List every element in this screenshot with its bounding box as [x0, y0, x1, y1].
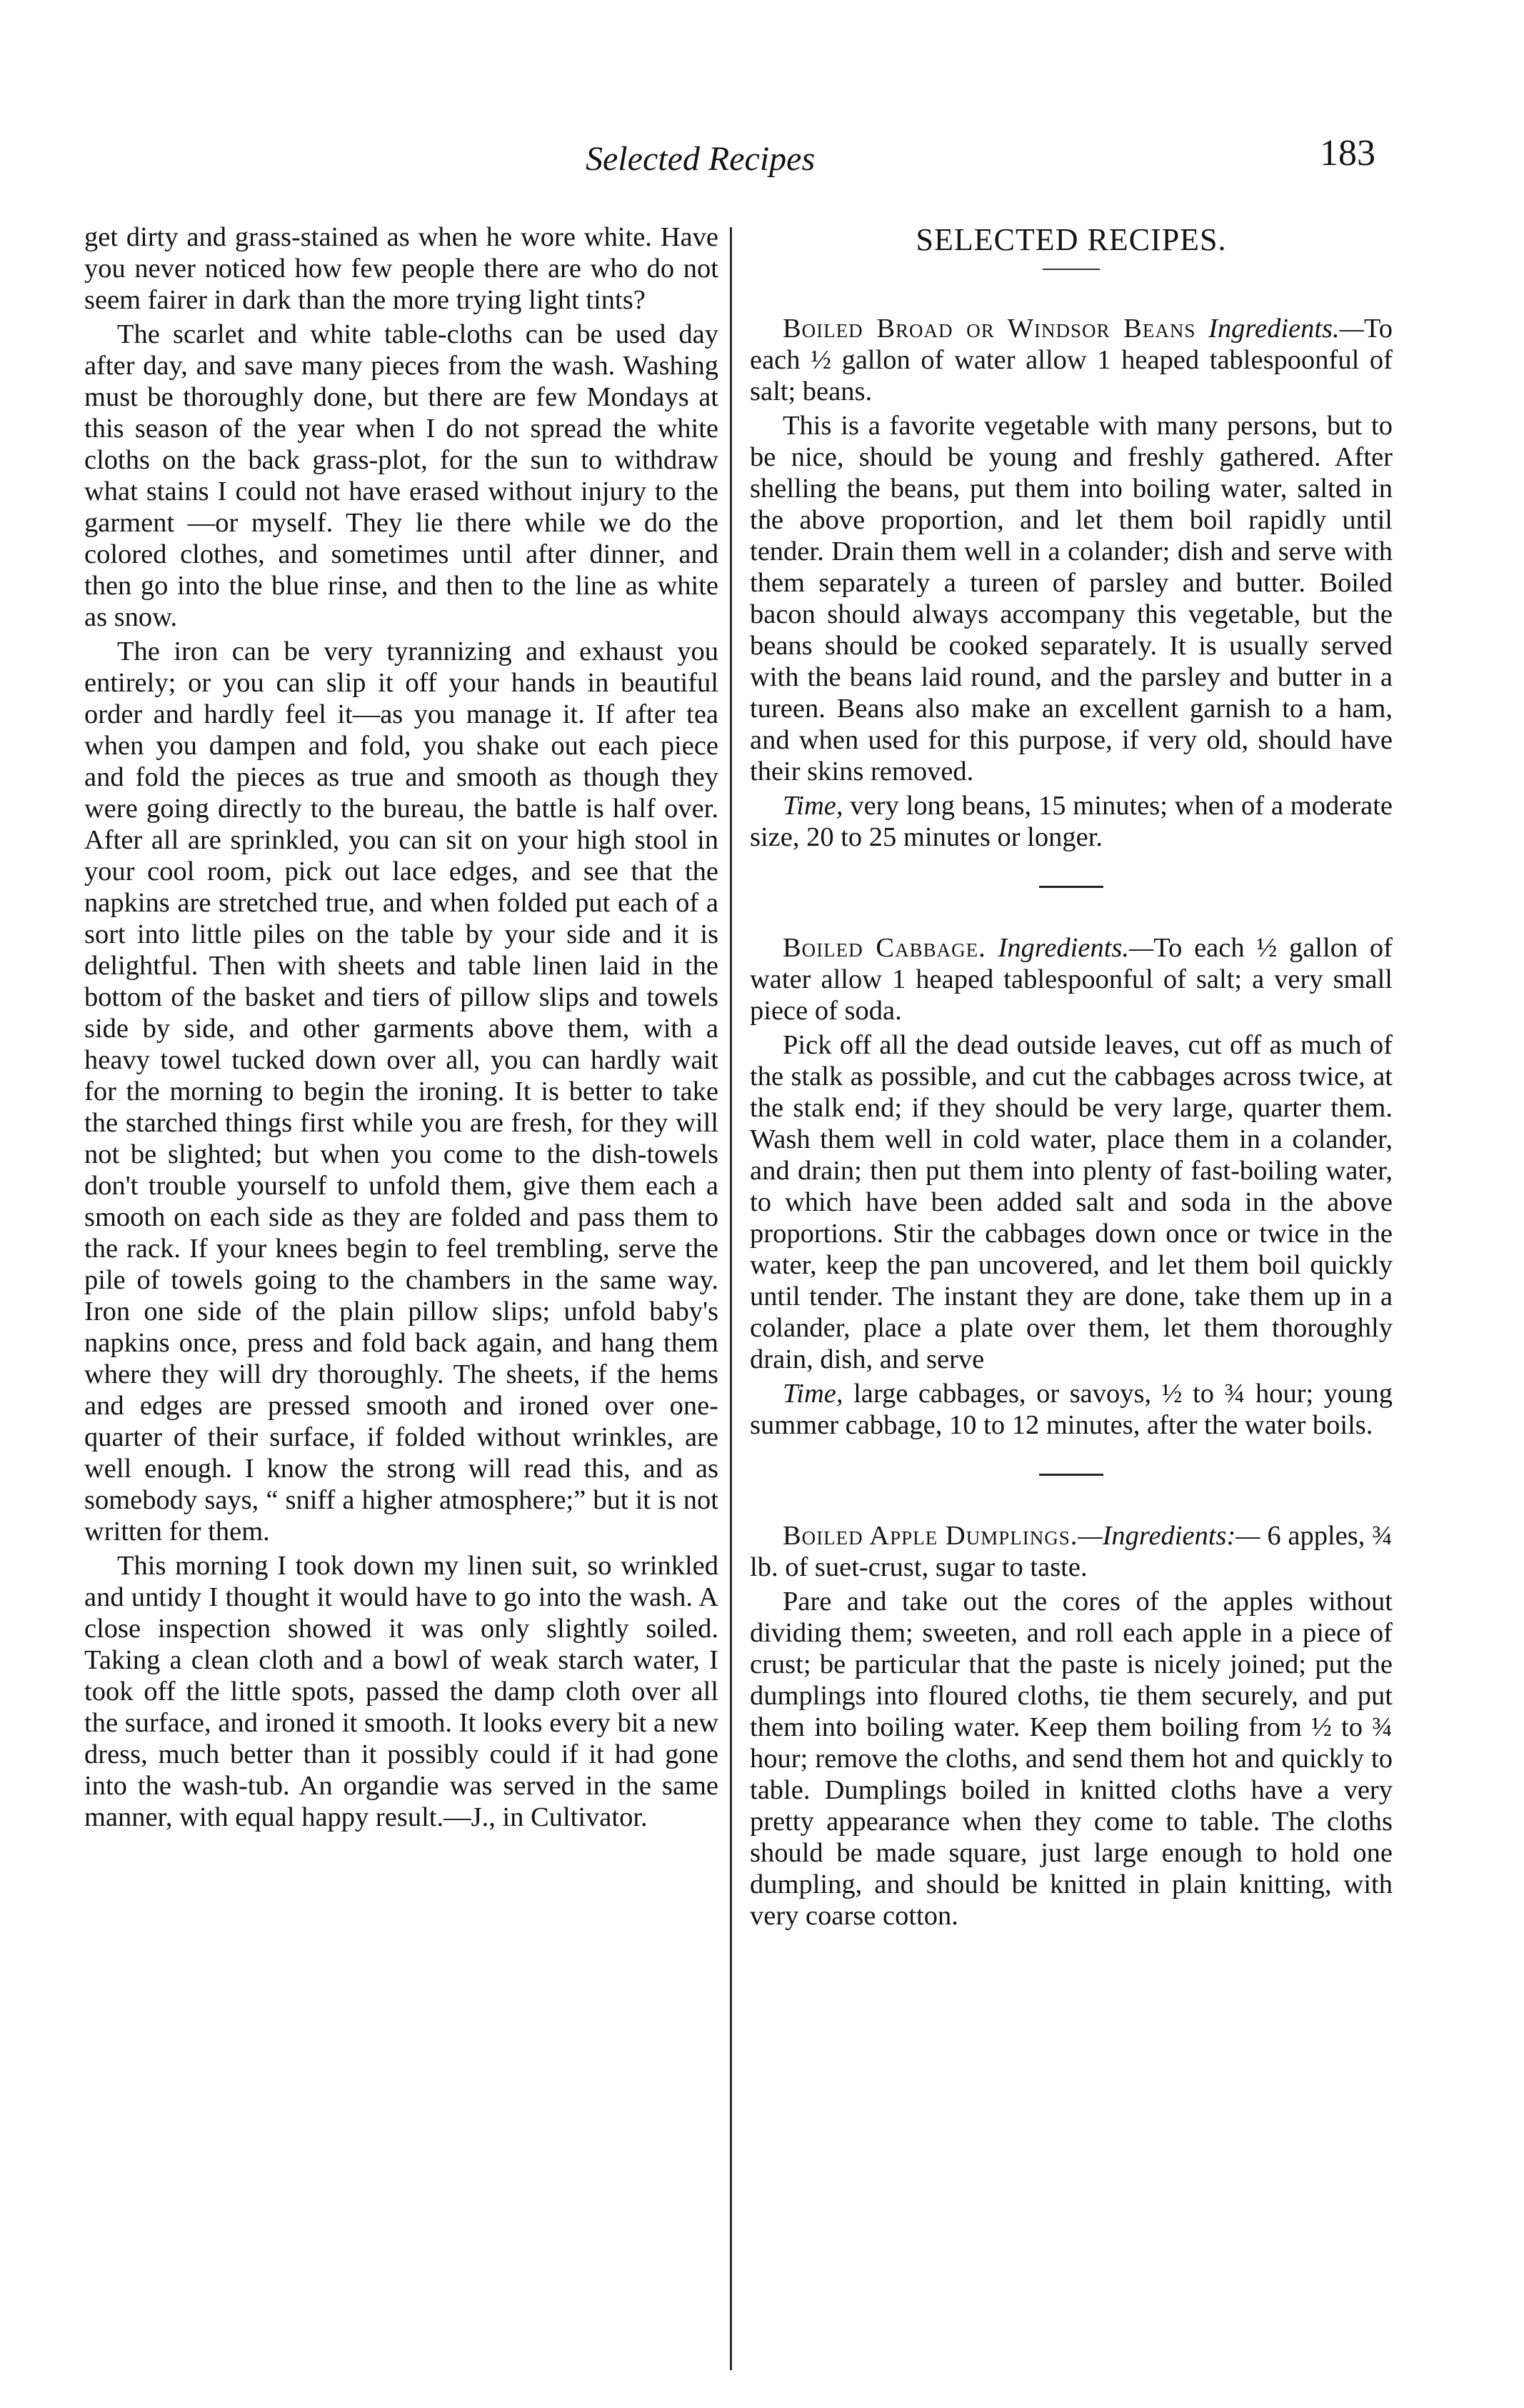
page-number: 183 [1320, 133, 1375, 174]
recipe-body: Pare and take out the cores of the apples without dividing them; sweeten, and roll each apple in a piece of crust; be particular that the paste is nicely joined; put the dumplings into floured cloths, tie them securely, and put them into boiling water. Keep them boiling from ½ to ¾ hour; remove the cloths, and send them hot and quickly to table. Dumplings boiled in knitted cloths have a very pretty appearance when they come to table. The cloths should be made square, just large enough to hold one dumpling, and should be knitted in plain knitting, with very coarse cotton. [750, 1587, 1393, 1931]
section-title: SELECTED RECIPES. [916, 222, 1227, 257]
time-label: Time, [783, 791, 843, 821]
recipe-heading [750, 932, 1393, 1026]
running-title: Selected Recipes [586, 140, 816, 178]
time-label: Time, [783, 1379, 843, 1409]
paragraph: get dirty and grass-stained as when he wore white. Have you never noticed how few people there are who do not seem fairer in dark than the more trying light tints? [84, 222, 718, 315]
column-divider [730, 227, 732, 2370]
right-column [750, 221, 1393, 1932]
ingredients-label: Ingredients.— [1208, 314, 1364, 344]
ingredients-label: —Ingredients:— [1078, 1521, 1260, 1551]
recipe-title: Boiled Broad or Windsor Beans [783, 314, 1196, 344]
recipe-broad-beans [750, 313, 1393, 853]
recipe-title: Boiled Apple Dumplings. [783, 1521, 1078, 1551]
recipe-separator [1039, 886, 1103, 888]
recipe-heading [750, 1520, 1393, 1583]
title-rule [1043, 269, 1100, 270]
ingredients-text: To each ½ gallon of water allow 1 heaped tablespoonful of salt; beans. [750, 314, 1393, 406]
recipe-time [750, 1378, 1393, 1441]
paragraph: The iron can be very tyrannizing and exhaust you entirely; or you can slip it off your hands in beautiful order and hardly feel it—as you manage it. If after tea when you dampen and fold, you shake out each piece and fold the pieces as true and smooth as though they were going directly to the bureau, the battle is half over. After all are sprinkled, you can sit on your high stool in your cool room, pick out lace edges, and see that the napkins are stretched true, and when folded put each of a sort into little piles on the table by your side and it is delightful. Then with sheets and table linen laid in the bottom of the basket and tiers of pillow slips and towels side by side, and other garments above them, with a heavy towel tucked down over all, you can hardly wait for the morning to begin the ironing. It is better to take the starched things first while you are fresh, for they will not be slighted; but when you come to the dish-towels don't trouble yourself to unfold them, give them each a smooth on each side as they are folded and pass them to the rack. If your knees begin to feel trembling, serve the pile of towels going to the chambers in the same way. Iron one side of the plain pillow slips; unfold baby's napkins once, press and fold back again, and hang them where they will dry thoroughly. The sheets, if the hems and edges are pressed smooth and ironed over one-quarter of their surface, if folded without wrinkles, are well enough. I know the strong will read this, and as somebody says, “ sniff a higher atmosphere;” but it is not written for them. [84, 636, 718, 1547]
recipe-heading [750, 313, 1393, 407]
ingredients-text: To each ½ gallon of water allow 1 heaped tablespoonful of salt; a very small piece of soda. [750, 933, 1393, 1026]
ingredients-label: Ingredients.— [998, 933, 1154, 963]
recipe-time [750, 790, 1393, 853]
recipe-separator [1039, 1474, 1103, 1476]
paragraph: This morning I took down my linen suit, so wrinkled and untidy I thought it would have to go into the wash. A close inspection showed it was only slightly soiled. Taking a clean cloth and a bowl of weak starch water, I took off the little spots, passed the damp cloth over all the surface, and ironed it smooth. It looks every bit a new dress, much better than it possibly could if it had gone into the wash-tub. An organdie was served in the same manner, with equal happy result.—J., in Cultivator. [84, 1551, 718, 1832]
recipe-apple-dumplings [750, 1520, 1393, 1932]
left-column [84, 221, 718, 1833]
ingredients-text: 6 apples, ¾ lb. of suet-crust, sugar to taste. [750, 1521, 1393, 1582]
recipe-cabbage [750, 932, 1393, 1441]
time-text: very long beans, 15 minutes; when of a moderate size, 20 to 25 minutes or longer. [750, 791, 1393, 852]
recipe-body: This is a favorite vegetable with many persons, but to be nice, should be young and freshly gathered. After shelling the beans, put them into boiling water, salted in the above proportion, and let them boil rapidly until tender. Drain them well in a colander; dish and serve with them separately a tureen of parsley and butter. Boiled bacon should always accompany this vegetable, but the beans should be cooked separately. It is usually served with the beans laid round, and the parsley and butter in a tureen. Beans also make an excellent garnish to a ham, and when used for this purpose, if very old, should have their skins removed. [750, 411, 1393, 786]
recipe-body: Pick off all the dead outside leaves, cut off as much of the stalk as possible, and cut the cabbages across twice, at the stalk end; if they should be very large, quarter them. Wash them well in cold water, place them in a colander, and drain; then put them into plenty of fast-boiling water, to which have been added salt and soda in the above proportions. Stir the cabbages down once or twice in the water, keep the pan uncovered, and let them boil quickly until tender. The instant they are done, take them up in a colander, place a plate over them, let them thoroughly drain, dish, and serve [750, 1030, 1393, 1374]
paragraph: The scarlet and white table-cloths can be used day after day, and save many pieces from the wash. Washing must be thoroughly done, but there are few Mondays at this season of the year when I do not spread the white cloths on the back grass-plot, for the sun to withdraw what stains I could not have erased without injury to the garment —or myself. They lie there while we do the colored clothes, and sometimes until after dinner, and then go into the blue rinse, and then to the line as white as snow. [84, 319, 718, 632]
time-text: large cabbages, or savoys, ½ to ¾ hour; young summer cabbage, 10 to 12 minutes, after the water boils. [750, 1379, 1393, 1440]
recipe-title: Boiled Cabbage. [783, 933, 986, 963]
